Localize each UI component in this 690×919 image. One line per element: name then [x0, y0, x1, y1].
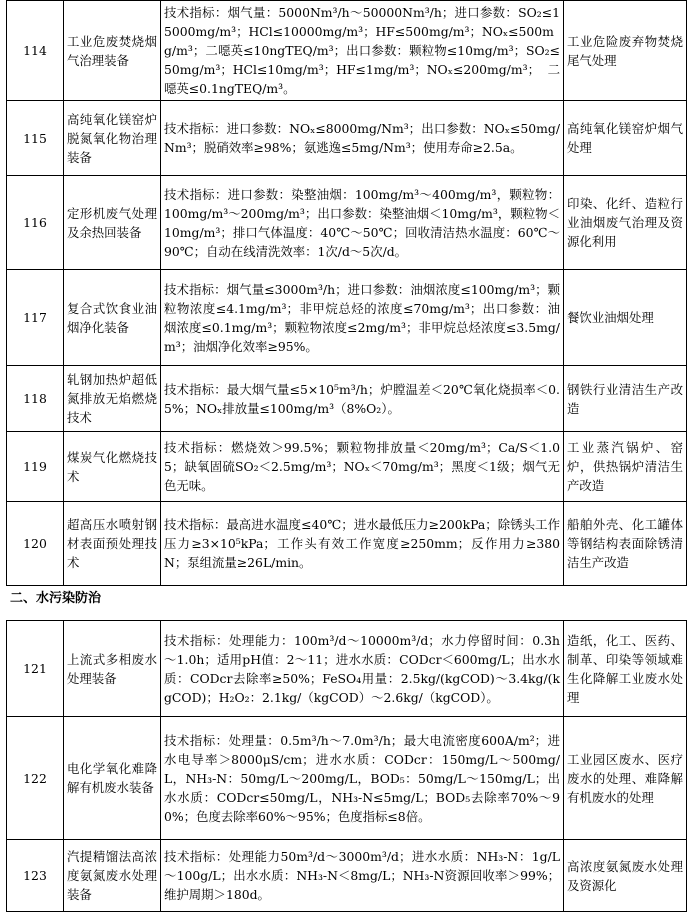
technical-spec: 技术指标：处理能力50m³/d～3000m³/d；进水水质：NH₃-N：1g/L～100g/L；出水水质：NH₃-N＜8mg/L；NH₃-N资源回收率＞99%；维护周期＞180d。: [161, 840, 564, 912]
table-row: [7, 502, 687, 586]
application-scope: 工业蒸汽锅炉、窑炉，供热锅炉清洁生产改造: [564, 432, 687, 502]
application-scope: 工业危险废弃物焚烧尾气处理: [564, 1, 687, 101]
equipment-name: 超高压水喷射钢材表面预处理技术: [64, 502, 161, 586]
equipment-name: 汽提精馏法高浓度氨氮废水处理装备: [64, 840, 161, 912]
technical-spec: 技术指标：处理能力：100m³/d～10000m³/d；水力停留时间：0.3h～1.0h；适用pH值：2～11；进水水质：CODcr＜600mg/L；出水水质：CODcr去除率≥50%；FeSO₄用量：2.5kg/(kgCOD)～3.4kg/(kgCOD)；H₂O₂：2.1kg/（kgCOD）～2.6kg/（kgCOD）。: [161, 621, 564, 717]
section-heading: 二、水污染防治: [10, 591, 102, 606]
application-scope: 餐饮业油烟处理: [564, 270, 687, 366]
table-row: [7, 366, 687, 432]
row-number: 114: [7, 1, 64, 101]
row-number: 115: [7, 101, 64, 176]
table-row: [7, 621, 687, 717]
equipment-name: 电化学氧化难降解有机废水装备: [64, 717, 161, 840]
technical-spec: 技术指标：燃烧效＞99.5%；颗粒物排放量＜20mg/m³；Ca/S＜1.05；缺氧固硫SO₂＜2.5mg/m³；NOₓ＜70mg/m³；黑度＜1级；烟气无色无味。: [161, 432, 564, 502]
table-row: [7, 101, 687, 176]
technical-spec: 技术指标：进口参数：NOₓ≤8000mg/Nm³；出口参数：NOₓ≤50mg/Nm³；脱硝效率≥98%；氨逃逸≤5mg/Nm³；使用寿命≥2.5a。: [161, 101, 564, 176]
table-row: [7, 717, 687, 840]
equipment-name: 复合式饮食业油烟净化装备: [64, 270, 161, 366]
technical-spec: 技术指标：最大烟气量≤5×10⁵m³/h；炉膛温差＜20℃氧化烧损率＜0.5%；NOₓ排放量≤100mg/m³（8%O₂）。: [161, 366, 564, 432]
row-number: 123: [7, 840, 64, 912]
row-number: 117: [7, 270, 64, 366]
row-number: 119: [7, 432, 64, 502]
application-scope: 船舶外壳、化工罐体等钢结构表面除锈清洁生产改造: [564, 502, 687, 586]
equipment-name: 定形机废气处理及余热回装备: [64, 176, 161, 270]
row-number: 120: [7, 502, 64, 586]
equipment-table-water: [6, 620, 687, 912]
technical-spec: 技术指标：处理量：0.5m³/h～7.0m³/h；最大电流密度600A/m²；进水电导率＞8000μS/cm；进水水质：CODcr：150mg/L～500mg/L，NH₃-N：50mg/L～200mg/L，BOD₅：50mg/L～150mg/L；出水水质：CODcr≤50mg/L，NH₃-N≤5mg/L；BOD₅去除率70%～90%；色度去除率60%～95%；色度指标≤8倍。: [161, 717, 564, 840]
application-scope: 高浓度氨氮废水处理及资源化: [564, 840, 687, 912]
equipment-name: 高纯氧化镁窑炉脱氮氧化物治理装备: [64, 101, 161, 176]
technical-spec: 技术指标：烟气量≤3000m³/h；进口参数：油烟浓度≤100mg/m³；颗粒物浓度≤4.1mg/m³；非甲烷总烃的浓度≤70mg/m³；出口参数：油烟浓度≤0.1mg/m³；颗粒物浓度≤2mg/m³；非甲烷总烃浓度≤3.5mg/m³；油烟净化效率≥95%。: [161, 270, 564, 366]
row-number: 116: [7, 176, 64, 270]
technical-spec: 技术指标：烟气量：5000Nm³/h～50000Nm³/h；进口参数：SO₂≤15000mg/m³；HCl≤10000mg/m³；HF≤500mg/m³；NOₓ≤500mg/m³；二噁英≤10ngTEQ/m³；出口参数：颗粒物≤10mg/m³；SO₂≤50mg/m³；HCl≤10mg/m³；HF≤1mg/m³；NOₓ≤200mg/m³；二噁英≤0.1ngTEQ/m³。: [161, 1, 564, 101]
application-scope: 印染、化纤、造粒行业油烟废气治理及资源化利用: [564, 176, 687, 270]
application-scope: 钢铁行业清洁生产改造: [564, 366, 687, 432]
row-number: 118: [7, 366, 64, 432]
table-row: [7, 432, 687, 502]
row-number: 122: [7, 717, 64, 840]
row-number: 121: [7, 621, 64, 717]
table-row: [7, 176, 687, 270]
equipment-name: 上流式多相废水处理装备: [64, 621, 161, 717]
equipment-name: 煤炭气化燃烧技术: [64, 432, 161, 502]
application-scope: 高纯氧化镁窑炉烟气处理: [564, 101, 687, 176]
table-row: [7, 270, 687, 366]
equipment-name: 轧钢加热炉超低氮排放无焰燃烧技术: [64, 366, 161, 432]
equipment-name: 工业危废焚烧烟气治理装备: [64, 1, 161, 101]
table-row: [7, 1, 687, 101]
technical-spec: 技术指标：最高进水温度≤40℃；进水最低压力≥200kPa；除锈头工作压力≥3×10⁵kPa；工作头有效工作宽度≥250mm；反作用力≥380N；泵组流量≥26L/min。: [161, 502, 564, 586]
technical-spec: 技术指标：进口参数：染整油烟：100mg/m³～400mg/m³，颗粒物：100mg/m³～200mg/m³；出口参数：染整油烟＜10mg/m³，颗粒物＜10mg/m³；排口气体温度：40℃～50℃；回收清洁热水温度：60℃～90℃；自动在线清洗效率：1次/d～5次/d。: [161, 176, 564, 270]
table-row: [7, 840, 687, 912]
application-scope: 造纸，化工、医药、制革、印染等领域难生化降解工业废水处理: [564, 621, 687, 717]
equipment-table-air: [6, 0, 687, 586]
application-scope: 工业园区废水、医疗废水的处理、难降解有机废水的处理: [564, 717, 687, 840]
